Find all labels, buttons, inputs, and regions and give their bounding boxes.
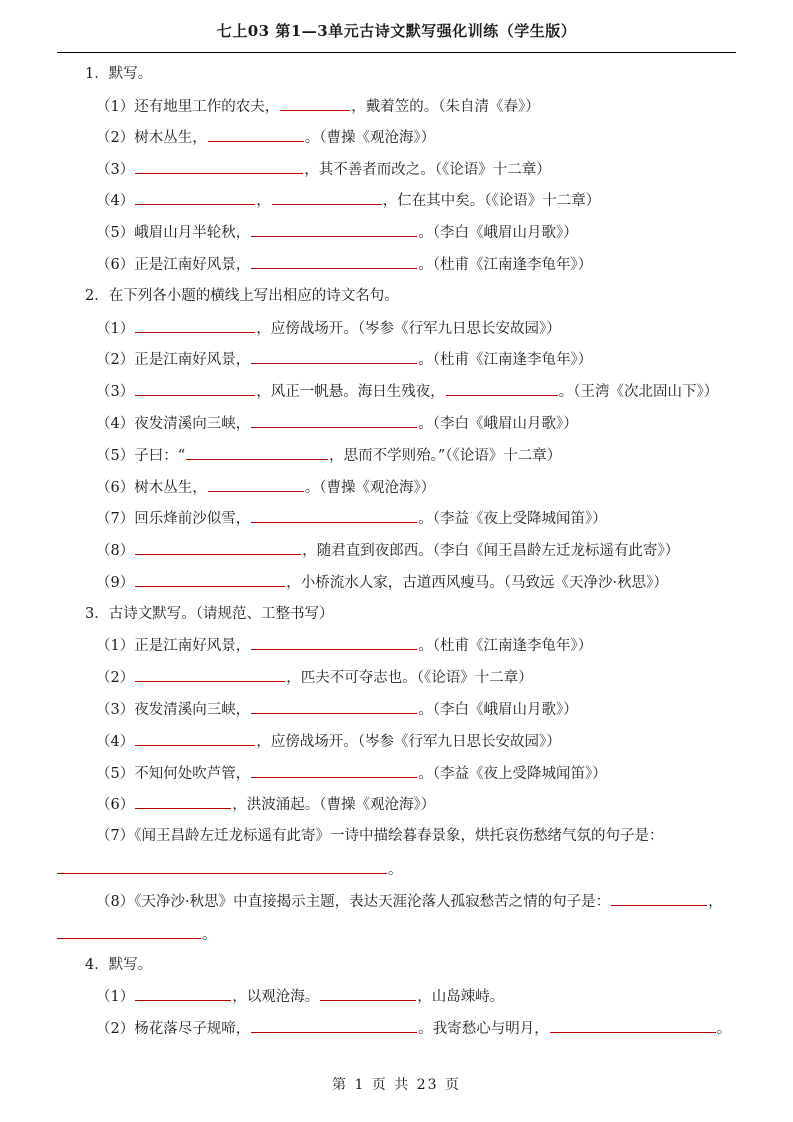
answer-blank[interactable] [135,540,301,555]
question-text: 。 [202,927,217,943]
question-2-7 [96,508,607,529]
question-2-9 [96,572,668,593]
answer-blank[interactable] [251,635,417,650]
question-text: （1） [96,989,135,1005]
question-1-1 [96,96,540,117]
answer-blank[interactable] [446,381,558,396]
answer-blank[interactable] [251,508,417,523]
question-text: ，以观沧海。 [232,989,320,1005]
question-2-1 [96,318,561,339]
question-text: （1） [96,321,135,337]
question-text: （8）《天净沙·秋思》中直接揭示主题，表达天涯沦落人孤寂愁苦之情的句子是： [96,894,611,910]
question-text: ，随君直到夜郎西。（李白《闻王昌龄左迁龙标遥有此寄》） [302,543,680,559]
answer-blank[interactable] [135,794,231,809]
answer-blank[interactable] [208,127,304,142]
answer-blank[interactable] [135,572,285,587]
question-2-3 [96,381,718,402]
question-4-1 [96,986,504,1007]
answer-blank[interactable] [135,381,255,396]
question-text: 。（杜甫《江南逢李龟年》） [418,638,593,654]
page-title: 七上03 第1—3单元古诗文默写强化训练（学生版） [216,22,577,40]
answer-blank[interactable] [251,1018,417,1033]
section-heading-1: 1．默写。 [85,66,153,82]
question-text: 。（李白《峨眉山月歌》） [418,225,578,241]
answer-blank[interactable] [251,699,417,714]
question-text: ，仁在其中矣。（《论语》十二章） [382,193,601,209]
question-text: （5）不知何处吹芦管， [96,766,251,782]
question-4-2 [96,1018,731,1039]
section-heading-4: 4．默写。 [85,957,153,973]
question-3-5 [96,763,607,784]
answer-blank[interactable] [135,986,231,1001]
question-text: 。 [716,1021,732,1037]
question-text: （6）树木丛生， [96,480,207,496]
question-2-6 [96,477,435,498]
question-text: ，山岛竦峙。 [417,989,505,1005]
question-1-4 [96,190,600,211]
question-text: （7）回乐烽前沙似雪， [96,511,251,527]
question-text: （9） [96,575,135,591]
question-text: ， [256,193,271,209]
question-1-5 [96,222,578,243]
question-text: （2） [96,670,135,686]
answer-blank[interactable] [251,763,417,778]
answer-blank[interactable] [135,318,255,333]
question-text: 。（李白《峨眉山月歌》） [418,416,578,432]
question-text: （2）杨花落尽子规啼， [96,1021,251,1037]
answer-blank[interactable] [135,667,285,682]
question-text: （2）树木丛生， [96,130,207,146]
question-3-4 [96,731,561,752]
question-1-3 [96,159,551,180]
question-1-2 [96,127,435,148]
question-text: 。（李白《峨眉山月歌》） [418,702,578,718]
answer-blank[interactable] [135,159,303,174]
answer-blank[interactable] [57,924,201,939]
answer-blank[interactable] [57,859,387,874]
answer-blank[interactable] [251,413,417,428]
question-text: 。（李益《夜上受降城闻笛》） [418,766,607,782]
answer-blank[interactable] [320,986,416,1001]
answer-blank[interactable] [208,477,304,492]
question-text: （6） [96,797,135,813]
question-text: ，其不善者而改之。（《论语》十二章） [304,162,551,178]
question-text: 。（李益《夜上受降城闻笛》） [418,511,607,527]
answer-blank[interactable] [135,190,255,205]
question-text: ，应傍战场开。（岑参《行军九日思长安故园》） [256,321,561,337]
question-text: ，风正一帆悬。海日生残夜， [256,384,445,400]
question-text: ， [708,894,723,910]
question-text: （1）还有地里工作的农夫， [96,99,280,115]
section-heading-3: 3．古诗文默写。（请规范、工整书写） [85,606,334,622]
question-text: （4） [96,193,135,209]
question-2-8 [96,540,679,561]
question-text: （3）夜发清溪向三峡， [96,702,251,718]
question-text: 。（曹操《观沧海》） [304,130,436,146]
answer-blank[interactable] [251,222,417,237]
question-text: （4） [96,734,135,750]
title-divider [57,52,736,53]
question-text: （4）夜发清溪向三峡， [96,416,251,432]
question-text: （3） [96,162,135,178]
question-3-1 [96,635,592,656]
question-text: ，思而不学则殆。”（《论语》十二章） [329,448,562,464]
answer-blank[interactable] [272,190,382,205]
question-text: （2）正是江南好风景， [96,352,251,368]
question-3-7 [96,826,663,846]
question-text: ，小桥流水人家，古道西风瘦马。（马致远《天净沙·秋思》） [286,575,668,591]
question-text: 。（杜甫《江南逢李龟年》） [418,257,593,273]
section-heading-2: 2．在下列各小题的横线上写出相应的诗文名句。 [85,288,399,304]
question-text: （8） [96,543,135,559]
question-text: （5）峨眉山月半轮秋， [96,225,251,241]
question-1-6 [96,254,592,275]
answer-blank[interactable] [550,1018,716,1033]
question-text: （1）正是江南好风景， [96,638,251,654]
question-3-2 [96,667,533,688]
question-text: 。（杜甫《江南逢李龟年》） [418,352,593,368]
question-2-5 [96,445,561,466]
question-3-3 [96,699,578,720]
question-3-6 [96,794,435,815]
answer-blank[interactable] [186,445,328,460]
question-3-7-answer [56,859,403,880]
answer-blank[interactable] [280,96,350,111]
page-number: 第 1 页 共 23 页 [332,1077,461,1093]
question-2-4 [96,413,578,434]
answer-blank[interactable] [251,349,417,364]
question-2-2 [96,349,592,370]
question-text: 。我寄愁心与明月， [418,1021,549,1037]
answer-blank[interactable] [135,731,255,746]
question-text: ，洪波涌起。（曹操《观沧海》） [232,797,436,813]
question-3-8-answer [56,924,217,945]
question-text: （6）正是江南好风景， [96,257,251,273]
answer-blank[interactable] [611,891,707,906]
question-text: ，匹夫不可夺志也。（《论语》十二章） [286,670,533,686]
question-text: 。（曹操《观沧海》） [304,480,436,496]
question-text: 。（王湾《次北固山下》） [558,384,719,400]
question-text: （5）子曰：“ [96,448,186,464]
question-text: （3） [96,384,135,400]
question-text: 。 [388,862,403,878]
question-3-8 [96,891,723,912]
answer-blank[interactable] [251,254,417,269]
question-text: ，应傍战场开。（岑参《行军九日思长安故园》） [256,734,561,750]
question-text: （7）《闻王昌龄左迁龙标遥有此寄》一诗中描绘暮春景象，烘托哀伤愁绪气氛的句子是： [96,828,664,844]
question-text: ，戴着笠的。（朱自清《春》） [351,99,540,115]
